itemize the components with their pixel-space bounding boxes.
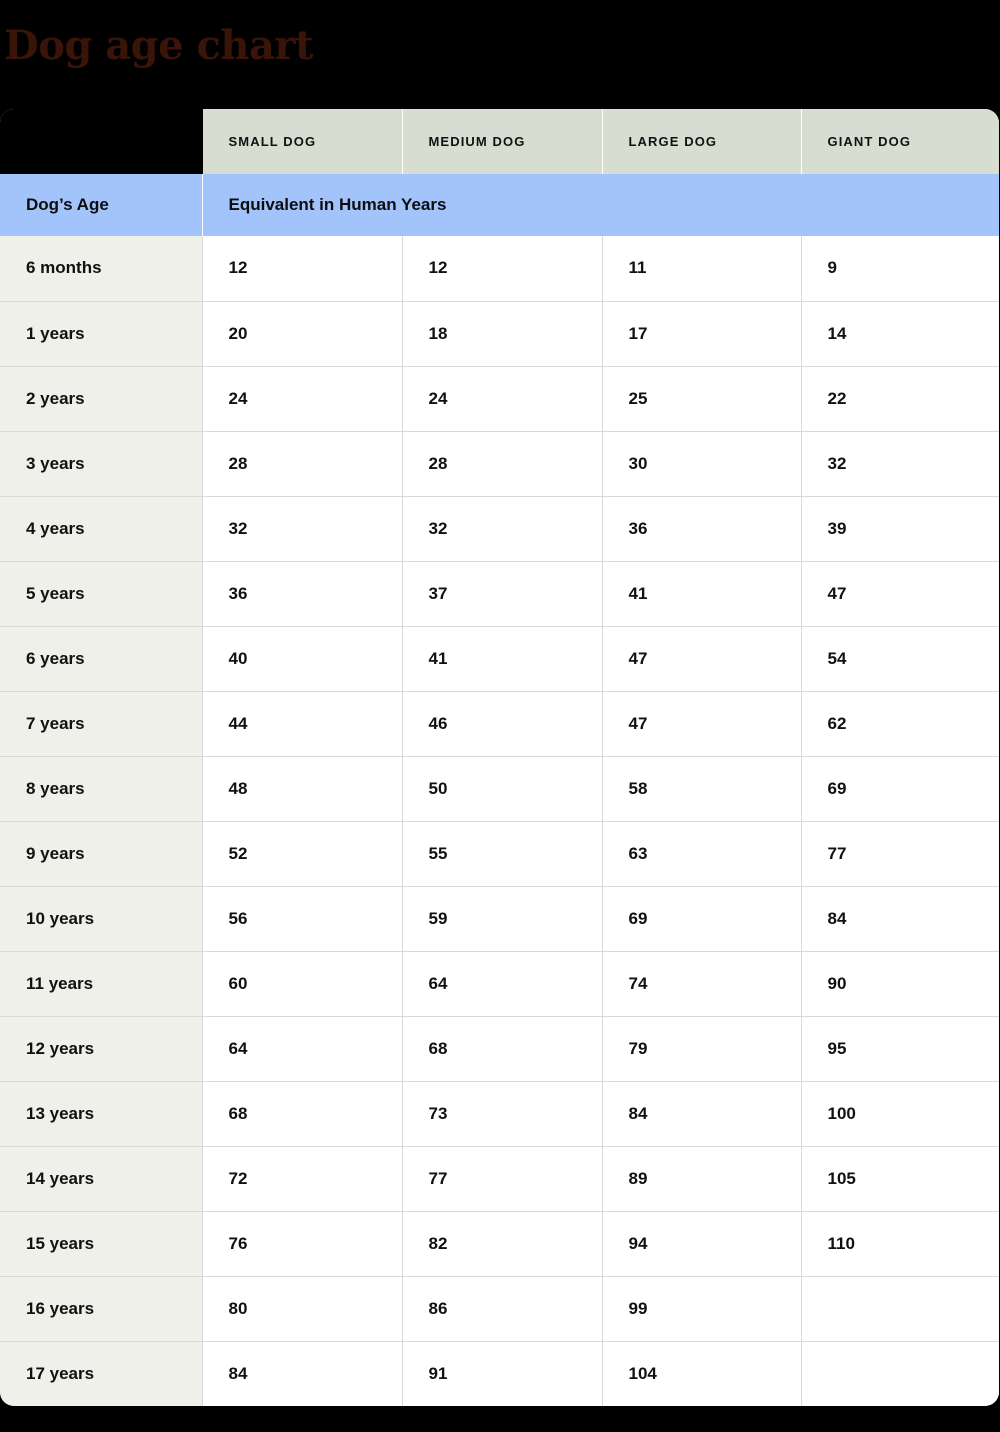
cell-large-dog: 11 [602, 236, 801, 301]
cell-medium-dog: 82 [402, 1211, 602, 1276]
cell-medium-dog: 28 [402, 431, 602, 496]
cell-giant-dog: 105 [801, 1146, 999, 1211]
cell-large-dog: 17 [602, 301, 801, 366]
table-row [0, 1016, 999, 1081]
band-label-dogs-age: Dog’s Age [0, 174, 202, 236]
cell-giant-dog: 32 [801, 431, 999, 496]
row-age-label: 16 years [0, 1276, 202, 1341]
column-header-corner [0, 109, 202, 174]
row-age-label: 2 years [0, 366, 202, 431]
cell-small-dog: 48 [202, 756, 402, 821]
cell-large-dog: 63 [602, 821, 801, 886]
cell-large-dog: 47 [602, 691, 801, 756]
cell-medium-dog: 46 [402, 691, 602, 756]
cell-giant-dog [801, 1276, 999, 1341]
cell-small-dog: 60 [202, 951, 402, 1016]
table-header [0, 109, 999, 174]
row-age-label: 7 years [0, 691, 202, 756]
row-age-label: 6 months [0, 236, 202, 301]
cell-large-dog: 99 [602, 1276, 801, 1341]
cell-small-dog: 20 [202, 301, 402, 366]
table-row [0, 496, 999, 561]
cell-small-dog: 12 [202, 236, 402, 301]
row-age-label: 8 years [0, 756, 202, 821]
cell-large-dog: 47 [602, 626, 801, 691]
band-label-human-years: Equivalent in Human Years [202, 174, 999, 236]
row-age-label: 1 years [0, 301, 202, 366]
cell-medium-dog: 41 [402, 626, 602, 691]
cell-giant-dog: 95 [801, 1016, 999, 1081]
cell-giant-dog: 110 [801, 1211, 999, 1276]
cell-medium-dog: 59 [402, 886, 602, 951]
column-header-small-dog: SMALL DOG [202, 109, 402, 174]
row-age-label: 12 years [0, 1016, 202, 1081]
cell-large-dog: 104 [602, 1341, 801, 1406]
cell-small-dog: 56 [202, 886, 402, 951]
cell-small-dog: 84 [202, 1341, 402, 1406]
cell-medium-dog: 91 [402, 1341, 602, 1406]
cell-giant-dog: 14 [801, 301, 999, 366]
cell-large-dog: 74 [602, 951, 801, 1016]
table-row [0, 626, 999, 691]
table-row [0, 691, 999, 756]
column-header-giant-dog: GIANT DOG [801, 109, 999, 174]
table-row [0, 1211, 999, 1276]
cell-small-dog: 28 [202, 431, 402, 496]
cell-giant-dog: 90 [801, 951, 999, 1016]
row-age-label: 4 years [0, 496, 202, 561]
dog-age-chart-table-container [0, 109, 999, 1406]
cell-small-dog: 44 [202, 691, 402, 756]
cell-large-dog: 41 [602, 561, 801, 626]
row-age-label: 3 years [0, 431, 202, 496]
cell-large-dog: 79 [602, 1016, 801, 1081]
row-age-label: 15 years [0, 1211, 202, 1276]
table-row [0, 1341, 999, 1406]
cell-small-dog: 64 [202, 1016, 402, 1081]
table-row [0, 366, 999, 431]
table-band-row [0, 174, 999, 236]
cell-giant-dog: 39 [801, 496, 999, 561]
cell-medium-dog: 12 [402, 236, 602, 301]
row-age-label: 9 years [0, 821, 202, 886]
cell-giant-dog: 77 [801, 821, 999, 886]
cell-giant-dog: 62 [801, 691, 999, 756]
cell-small-dog: 76 [202, 1211, 402, 1276]
dog-age-chart-table [0, 109, 999, 1406]
table-row [0, 1081, 999, 1146]
cell-small-dog: 80 [202, 1276, 402, 1341]
cell-giant-dog [801, 1341, 999, 1406]
cell-small-dog: 32 [202, 496, 402, 561]
row-age-label: 14 years [0, 1146, 202, 1211]
cell-large-dog: 84 [602, 1081, 801, 1146]
table-band-section [0, 174, 999, 236]
table-row [0, 1276, 999, 1341]
cell-giant-dog: 69 [801, 756, 999, 821]
cell-medium-dog: 18 [402, 301, 602, 366]
row-age-label: 10 years [0, 886, 202, 951]
table-row [0, 236, 999, 301]
table-row [0, 821, 999, 886]
cell-giant-dog: 22 [801, 366, 999, 431]
cell-large-dog: 94 [602, 1211, 801, 1276]
table-row [0, 431, 999, 496]
table-row [0, 561, 999, 626]
row-age-label: 5 years [0, 561, 202, 626]
cell-medium-dog: 86 [402, 1276, 602, 1341]
column-header-medium-dog: MEDIUM DOG [402, 109, 602, 174]
cell-small-dog: 40 [202, 626, 402, 691]
cell-small-dog: 36 [202, 561, 402, 626]
cell-medium-dog: 77 [402, 1146, 602, 1211]
page-title: Dog age chart [4, 22, 313, 69]
cell-large-dog: 30 [602, 431, 801, 496]
cell-medium-dog: 73 [402, 1081, 602, 1146]
cell-giant-dog: 54 [801, 626, 999, 691]
cell-large-dog: 69 [602, 886, 801, 951]
cell-giant-dog: 100 [801, 1081, 999, 1146]
table-row [0, 756, 999, 821]
cell-medium-dog: 32 [402, 496, 602, 561]
cell-small-dog: 72 [202, 1146, 402, 1211]
cell-medium-dog: 68 [402, 1016, 602, 1081]
row-age-label: 13 years [0, 1081, 202, 1146]
cell-giant-dog: 47 [801, 561, 999, 626]
table-row [0, 301, 999, 366]
table-header-row [0, 109, 999, 174]
column-header-large-dog: LARGE DOG [602, 109, 801, 174]
cell-small-dog: 24 [202, 366, 402, 431]
cell-large-dog: 89 [602, 1146, 801, 1211]
row-age-label: 6 years [0, 626, 202, 691]
cell-giant-dog: 9 [801, 236, 999, 301]
cell-small-dog: 68 [202, 1081, 402, 1146]
cell-medium-dog: 24 [402, 366, 602, 431]
table-row [0, 1146, 999, 1211]
cell-medium-dog: 64 [402, 951, 602, 1016]
cell-medium-dog: 55 [402, 821, 602, 886]
cell-large-dog: 36 [602, 496, 801, 561]
table-body [0, 236, 999, 1406]
cell-large-dog: 58 [602, 756, 801, 821]
cell-small-dog: 52 [202, 821, 402, 886]
cell-medium-dog: 50 [402, 756, 602, 821]
row-age-label: 17 years [0, 1341, 202, 1406]
table-row [0, 951, 999, 1016]
cell-giant-dog: 84 [801, 886, 999, 951]
cell-medium-dog: 37 [402, 561, 602, 626]
cell-large-dog: 25 [602, 366, 801, 431]
row-age-label: 11 years [0, 951, 202, 1016]
table-row [0, 886, 999, 951]
